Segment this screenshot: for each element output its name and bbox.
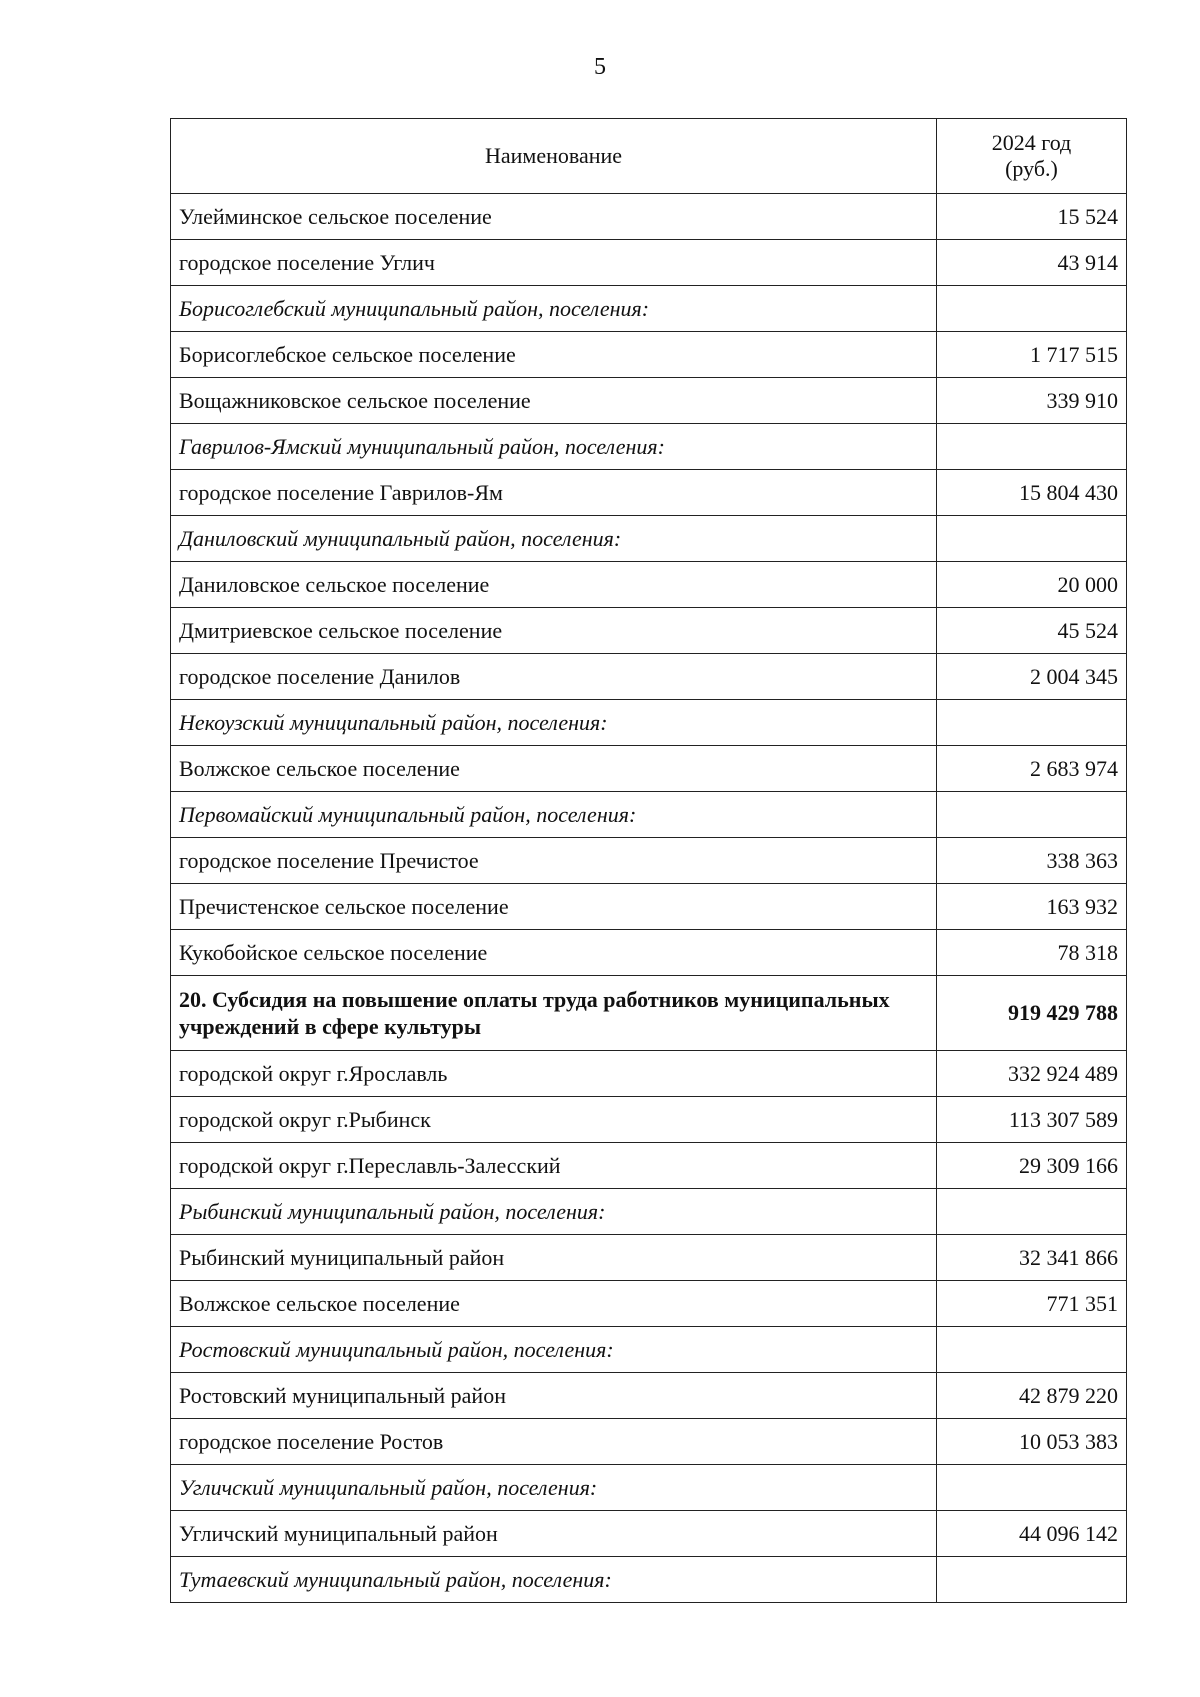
table-row [171, 194, 1127, 240]
table-row [171, 240, 1127, 286]
row-value: 2 004 345 [937, 654, 1127, 700]
row-name: Некоузский муниципальный район, поселения: [171, 700, 937, 746]
row-value [937, 286, 1127, 332]
row-value: 78 318 [937, 930, 1127, 976]
row-value: 44 096 142 [937, 1511, 1127, 1557]
row-value: 20 000 [937, 562, 1127, 608]
row-value: 113 307 589 [937, 1097, 1127, 1143]
table-row [171, 1511, 1127, 1557]
group-header-row [171, 1327, 1127, 1373]
row-value: 45 524 [937, 608, 1127, 654]
row-value [937, 424, 1127, 470]
row-name: городское поселение Гаврилов-Ям [171, 470, 937, 516]
row-value: 2 683 974 [937, 746, 1127, 792]
row-name: Ростовский муниципальный район, поселения: [171, 1327, 937, 1373]
row-value: 919 429 788 [937, 976, 1127, 1051]
row-name: Борисоглебский муниципальный район, поселения: [171, 286, 937, 332]
row-name: городское поселение Углич [171, 240, 937, 286]
group-header-row [171, 792, 1127, 838]
table-row [171, 884, 1127, 930]
row-name: городское поселение Пречистое [171, 838, 937, 884]
row-value: 163 932 [937, 884, 1127, 930]
row-name: Волжское сельское поселение [171, 1281, 937, 1327]
table-row [171, 1097, 1127, 1143]
page-number: 5 [594, 54, 606, 80]
table-row [171, 654, 1127, 700]
table-row [171, 332, 1127, 378]
table-row [171, 930, 1127, 976]
subsidy-table [170, 118, 1127, 1603]
row-name: Рыбинский муниципальный район, поселения: [171, 1189, 937, 1235]
column-header-year-line2: (руб.) [1005, 156, 1058, 181]
row-value: 32 341 866 [937, 1235, 1127, 1281]
row-name: Угличский муниципальный район, поселения: [171, 1465, 937, 1511]
row-value: 771 351 [937, 1281, 1127, 1327]
row-value: 15 524 [937, 194, 1127, 240]
row-name: Первомайский муниципальный район, поселения: [171, 792, 937, 838]
group-header-row [171, 286, 1127, 332]
row-name: Даниловский муниципальный район, поселения: [171, 516, 937, 562]
row-value: 15 804 430 [937, 470, 1127, 516]
row-value: 332 924 489 [937, 1051, 1127, 1097]
row-value: 339 910 [937, 378, 1127, 424]
section-total-row [171, 976, 1127, 1051]
table-row [171, 746, 1127, 792]
group-header-row [171, 1465, 1127, 1511]
row-name: городской округ г.Ярославль [171, 1051, 937, 1097]
row-name: Борисоглебское сельское поселение [171, 332, 937, 378]
group-header-row [171, 424, 1127, 470]
row-value [937, 1557, 1127, 1603]
row-value: 1 717 515 [937, 332, 1127, 378]
row-name: Вощажниковское сельское поселение [171, 378, 937, 424]
group-header-row [171, 516, 1127, 562]
table-header-row [171, 119, 1127, 194]
row-value [937, 1465, 1127, 1511]
row-value [937, 792, 1127, 838]
row-name: Гаврилов-Ямский муниципальный район, поселения: [171, 424, 937, 470]
table-row [171, 562, 1127, 608]
row-value: 10 053 383 [937, 1419, 1127, 1465]
row-name: городской округ г.Переславль-Залесский [171, 1143, 937, 1189]
row-value: 29 309 166 [937, 1143, 1127, 1189]
table-row [171, 1419, 1127, 1465]
column-header-year [937, 119, 1127, 194]
table-row [171, 1143, 1127, 1189]
row-name: 20. Субсидия на повышение оплаты труда работников муниципальных учреждений в сфере культуры [171, 976, 937, 1051]
row-name: городское поселение Ростов [171, 1419, 937, 1465]
column-header-name: Наименование [171, 119, 937, 194]
row-name: Улейминское сельское поселение [171, 194, 937, 240]
column-header-year-line1: 2024 год [991, 130, 1072, 155]
table-row [171, 1373, 1127, 1419]
table-row [171, 470, 1127, 516]
row-value [937, 700, 1127, 746]
row-value: 42 879 220 [937, 1373, 1127, 1419]
row-name: Пречистенское сельское поселение [171, 884, 937, 930]
row-name: Рыбинский муниципальный район [171, 1235, 937, 1281]
row-name: Кукобойское сельское поселение [171, 930, 937, 976]
table-row [171, 378, 1127, 424]
table-row [171, 1281, 1127, 1327]
row-value [937, 1189, 1127, 1235]
table-row [171, 1051, 1127, 1097]
row-name: Тутаевский муниципальный район, поселения: [171, 1557, 937, 1603]
row-name: Волжское сельское поселение [171, 746, 937, 792]
table-row [171, 838, 1127, 884]
row-name: городское поселение Данилов [171, 654, 937, 700]
row-value: 43 914 [937, 240, 1127, 286]
group-header-row [171, 1557, 1127, 1603]
group-header-row [171, 1189, 1127, 1235]
row-name: Угличский муниципальный район [171, 1511, 937, 1557]
row-value [937, 1327, 1127, 1373]
table-row [171, 608, 1127, 654]
row-name: Ростовский муниципальный район [171, 1373, 937, 1419]
row-name: Дмитриевское сельское поселение [171, 608, 937, 654]
row-name: городской округ г.Рыбинск [171, 1097, 937, 1143]
row-value [937, 516, 1127, 562]
table-body [171, 194, 1127, 1603]
row-value: 338 363 [937, 838, 1127, 884]
table-row [171, 1235, 1127, 1281]
row-name: Даниловское сельское поселение [171, 562, 937, 608]
group-header-row [171, 700, 1127, 746]
